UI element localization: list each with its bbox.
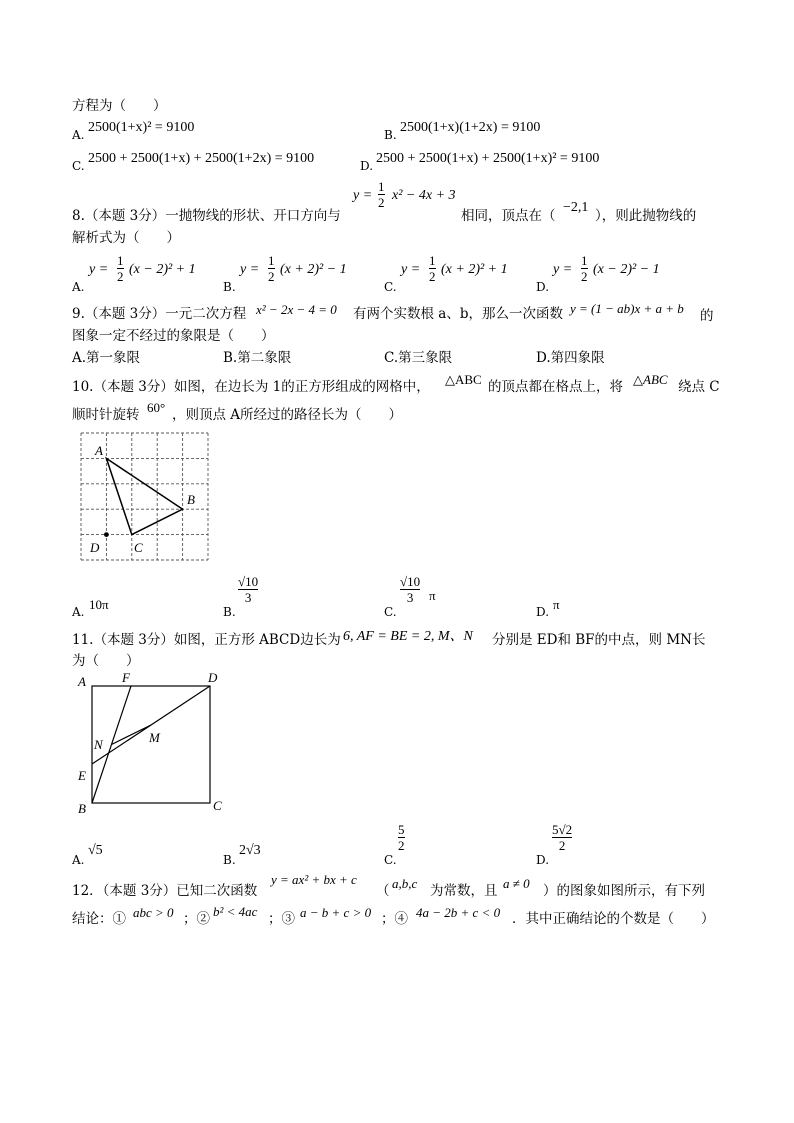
q7-stem-tail: 方程为（ ） <box>72 98 167 114</box>
q8-option-b-frac <box>268 254 275 283</box>
q9-function: y = (1 − ab)x + a + b <box>570 301 684 316</box>
q8-vertex: −2,1 <box>563 200 589 215</box>
q10-option-d-value: π <box>553 597 560 612</box>
q10-label-a: A <box>95 443 103 458</box>
q11-condition: 6, AF = BE = 2, M、N <box>343 629 473 644</box>
q10-label-c: C <box>134 540 143 555</box>
q7-option-d: 2500 + 2500(1+x) + 2500(1+x)² = 9100 <box>376 151 600 166</box>
q11-option-b-value: 2√3 <box>239 843 261 858</box>
q10-label-b: B <box>187 492 195 507</box>
q12-statement-4: 4a − 2b + c < 0 <box>416 905 501 920</box>
q9-equation: x² − 2x − 4 = 0 <box>256 302 337 317</box>
q12-abc: a,b,c <box>392 876 418 891</box>
q9-suffix: 的 <box>700 308 714 324</box>
q12-sep2: ；③ <box>268 911 295 927</box>
q8-option-d-num: 1 <box>581 253 588 268</box>
q12-condition: a ≠ 0 <box>503 876 530 891</box>
q8-option-b-pre: y = <box>240 262 260 277</box>
q8-formula-den: 2 <box>378 195 385 210</box>
q9-option-b: B.第二象限 <box>223 350 292 366</box>
q8-formula-frac <box>378 180 385 209</box>
q10-option-a-value: 10π <box>89 597 109 612</box>
q11-label-e: E <box>78 768 86 783</box>
q10-option-c-post: π <box>429 588 436 603</box>
q8-option-a-frac <box>117 254 124 283</box>
q10-angle: 60° <box>147 400 166 415</box>
q11-option-c-frac <box>398 823 405 852</box>
q7-option-d-label: D. <box>360 159 374 173</box>
q11-option-d-num: 5√2 <box>552 822 573 837</box>
q12-suffix: ）的图象如图所示，有下列 <box>543 883 705 899</box>
q10-mid: 的顶点都在格点上，将 <box>488 379 623 395</box>
q7-option-a: 2500(1+x)² = 9100 <box>88 120 195 135</box>
q8-option-c-label: C. <box>384 280 397 294</box>
q12-prefix: 12．（本题 3分）已知二次函数 <box>72 883 258 899</box>
q10-grid-figure <box>70 428 220 568</box>
q8-option-b-label: B. <box>223 280 236 294</box>
q8-option-c-pre: y = <box>401 262 421 277</box>
q10-option-a-label: A. <box>72 605 85 619</box>
q8-mid: 相同，顶点在（ <box>461 208 556 224</box>
q10-point-d <box>104 532 109 537</box>
q7-option-c-label: C. <box>72 159 85 173</box>
q11-label-b: B <box>78 801 86 816</box>
q9-mid: 有两个实数根 a、b，那么一次函数 <box>353 306 563 322</box>
q11-label-c: C <box>213 798 222 813</box>
q10-option-d-label: D. <box>536 605 550 619</box>
q12-function: y = ax² + bx + c <box>271 872 357 887</box>
q7-option-c: 2500 + 2500(1+x) + 2500(1+2x) = 9100 <box>88 151 315 166</box>
q9-line2: 图象一定不经过的象限是（ ） <box>72 328 275 344</box>
q12-statement-2: b² < 4ac <box>213 904 258 919</box>
q10-option-b-label: B. <box>223 605 236 619</box>
q11-option-a-value: √5 <box>88 843 103 858</box>
q12-sep1: ；② <box>183 911 210 927</box>
q11-label-f: F <box>122 670 130 685</box>
q8-suffix: ），则此抛物线的 <box>595 208 697 224</box>
q7-option-b-label: B. <box>384 128 397 142</box>
q11-label-a: A <box>78 674 86 689</box>
q11-option-d-label: D. <box>536 853 550 867</box>
q8-option-d-den: 2 <box>581 269 588 284</box>
q9-option-d: D.第四象限 <box>536 350 605 366</box>
q11-option-c-num: 5 <box>398 822 405 837</box>
q10-label-d: D <box>90 540 100 555</box>
q12-sep3: ；④ <box>381 911 408 927</box>
q12-line2-prefix: 结论：① <box>72 911 126 927</box>
q11-label-n: N <box>94 737 103 752</box>
q9-prefix: 9.（本题 3分）一元二次方程 <box>72 306 247 322</box>
q8-option-d-label: D. <box>536 280 550 294</box>
q12-mid1: （ <box>376 883 390 899</box>
q10-option-c-num: √10 <box>400 574 421 589</box>
q10-triangle2: △ABC <box>633 372 668 387</box>
q10-line2b: ，则顶点 A所经过的路径长为（ ） <box>172 407 403 423</box>
q11-label-m: M <box>149 730 160 745</box>
q11-suffix: 分别是 ED和 BF的中点，则 MN长 <box>492 632 706 648</box>
q11-line2: 为（ ） <box>72 653 140 669</box>
q8-option-c-post: (x + 2)² + 1 <box>441 262 508 277</box>
q10-option-c-frac <box>400 575 420 604</box>
q8-option-c-num: 1 <box>429 253 436 268</box>
q7-option-b: 2500(1+x)(1+2x) = 9100 <box>400 120 541 135</box>
q8-option-a-den: 2 <box>117 269 124 284</box>
q11-option-c-den: 2 <box>398 838 405 853</box>
q8-option-d-post: (x − 2)² − 1 <box>593 262 660 277</box>
q8-option-b-post: (x + 2)² − 1 <box>280 262 347 277</box>
q8-prefix: 8.（本题 3分）一抛物线的形状、开口方向与 <box>72 208 341 224</box>
q10-triangle-abc <box>106 458 182 534</box>
q10-prefix: 10.（本题 3分）如图，在边长为 1的正方形组成的网格中， <box>72 379 430 395</box>
q8-option-a-pre: y = <box>89 262 109 277</box>
q8-option-a-post: (x − 2)² + 1 <box>129 262 196 277</box>
q12-statement-1: abc > 0 <box>133 905 174 920</box>
q9-option-a: A.第一象限 <box>72 350 141 366</box>
q10-suffix: 绕点 C <box>678 379 720 395</box>
q11-option-d-den: 2 <box>558 838 566 853</box>
q9-option-c: C.第三象限 <box>384 350 453 366</box>
q11-square-figure <box>70 670 230 820</box>
q8-formula-lhs: y = <box>353 188 373 203</box>
q8-option-b-den: 2 <box>268 269 275 284</box>
q10-line2a: 顺时针旋转 <box>72 407 140 423</box>
q8-option-a-num: 1 <box>117 253 124 268</box>
q7-option-a-label: A. <box>72 128 85 142</box>
q8-option-d-pre: y = <box>553 262 573 277</box>
q11-prefix: 11.（本题 3分）如图，正方形 ABCD边长为 <box>72 632 341 648</box>
q10-option-c-label: C. <box>384 605 397 619</box>
q11-label-d: D <box>208 670 218 685</box>
q8-option-c-frac <box>429 254 436 283</box>
q10-option-b-frac <box>238 575 258 604</box>
q8-formula-rhs: x² − 4x + 3 <box>392 188 456 203</box>
q11-option-b-label: B. <box>223 853 236 867</box>
q8-option-a-label: A. <box>72 280 85 294</box>
q8-option-b-num: 1 <box>268 253 275 268</box>
q12-line2-suffix: ．其中正确结论的个数是（ ） <box>512 911 715 927</box>
q8-line2: 解析式为（ ） <box>72 230 180 246</box>
q10-triangle: △ABC <box>445 372 482 387</box>
q8-option-d-frac <box>581 254 588 283</box>
q11-option-a-label: A. <box>72 853 85 867</box>
q10-option-c-den: 3 <box>406 590 414 605</box>
q11-option-d-frac <box>552 823 572 852</box>
q8-formula-num: 1 <box>378 179 385 194</box>
q8-option-c-den: 2 <box>429 269 436 284</box>
q12-statement-3: a − b + c > 0 <box>300 905 372 920</box>
q12-mid2: 为常数，且 <box>430 883 498 899</box>
q11-option-c-label: C. <box>384 853 397 867</box>
q10-option-b-den: 3 <box>244 590 252 605</box>
q10-option-b-num: √10 <box>238 574 259 589</box>
